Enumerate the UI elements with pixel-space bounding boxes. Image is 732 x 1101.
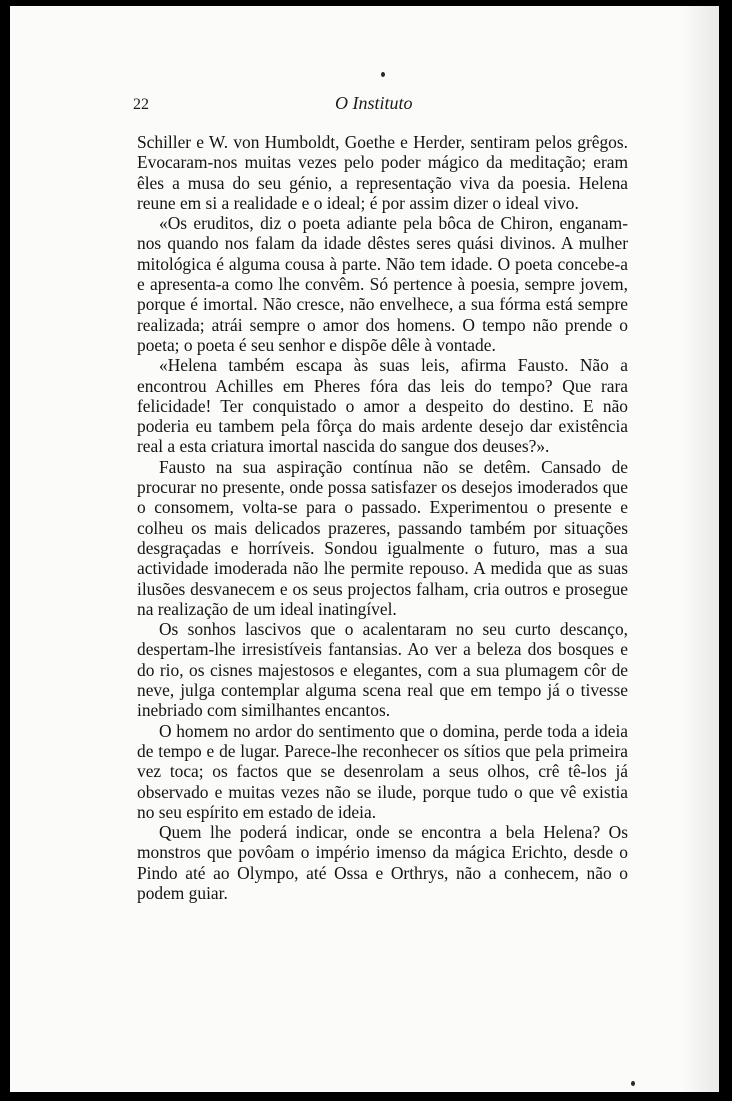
body-text	[137, 132, 628, 903]
running-title: O Instituto	[335, 93, 413, 113]
paragraph: Schiller e W. von Humboldt, Goethe e Herder, sentiram pelos grêgos. Evocaram-nos muitas vezes pelo poder mágico da meditação; eram êles a musa do seu génio, a representação viva da poesia. Helena reune em si a realidade e o ideal; é por assim dizer o ideal vivo.	[137, 132, 628, 213]
page-number: 22	[133, 96, 149, 113]
ink-speck	[381, 72, 385, 77]
paragraph: Fausto na sua aspiração contínua não se detêm. Cansado de procurar no presente, onde possa satisfazer os desejos imoderados que o consomem, volta-se para o passado. Experimentou o presente e colheu os mais delicados prazeres, passando também por situações desgraçadas e horríveis. Sondou igualmente o futuro, mas a sua actividade imoderada não lhe permite repouso. A medida que as suas ilusões desvanecem e os seus projectos falham, cria outros e prosegue na realização de um ideal inatingível.	[137, 456, 628, 619]
paragraph: «Helena também escapa às suas leis, afirma Fausto. Não a encontrou Achilles em Pheres fóra das leis do tempo? Que rara felicidade! Ter conquistado o amor a despeito do destino. E não poderia eu tambem pela fôrça do mais ardente desejo dar existência real a esta criatura imortal nascida do sangue dos deuses?».	[137, 355, 628, 457]
scan-shadow	[681, 6, 719, 1092]
paragraph: Os sonhos lascivos que o acalentaram no seu curto descanço, despertam-lhe irresistíveis fantansias. Ao ver a beleza dos bosques e do rio, os cisnes majestosos e elegantes, com a sua plumagem côr de neve, julga contemplar alguma scena real que em tempo já o tivesse inebriado com similhantes encantos.	[137, 619, 628, 721]
ink-speck	[631, 1081, 635, 1086]
paragraph: O homem no ardor do sentimento que o domina, perde toda a ideia de tempo e de lugar. Parece-lhe reconhecer os sítios que pela primeira vez toca; os factos que se desenrolam a seus olhos, crê tê-los já observado e muitas vezes não se ilude, porque tudo o que vê existia no seu espírito em estado de ideia.	[137, 720, 628, 822]
paragraph: «Os eruditos, diz o poeta adiante pela bôca de Chiron, enganam-nos quando nos falam da idade dêstes seres quási divinos. A mulher mitológica é alguma cousa à parte. Não tem idade. O poeta concebe-a e apresenta-a como lhe convêm. Só pertence à poesia, sempre jovem, porque é imortal. Não cresce, não envelhece, a sua fórma está sempre realizada; atrái sempre o amor dos homens. O tempo não prende o poeta; o poeta é seu senhor e dispõe dêle à vontade.	[137, 213, 628, 355]
paragraph: Quem lhe poderá indicar, onde se encontra a bela Helena? Os monstros que povôam o império imenso da mágica Erichto, desde o Pindo até ao Olympo, até Ossa e Orthrys, não a conhecem, não o podem guiar.	[137, 822, 628, 903]
